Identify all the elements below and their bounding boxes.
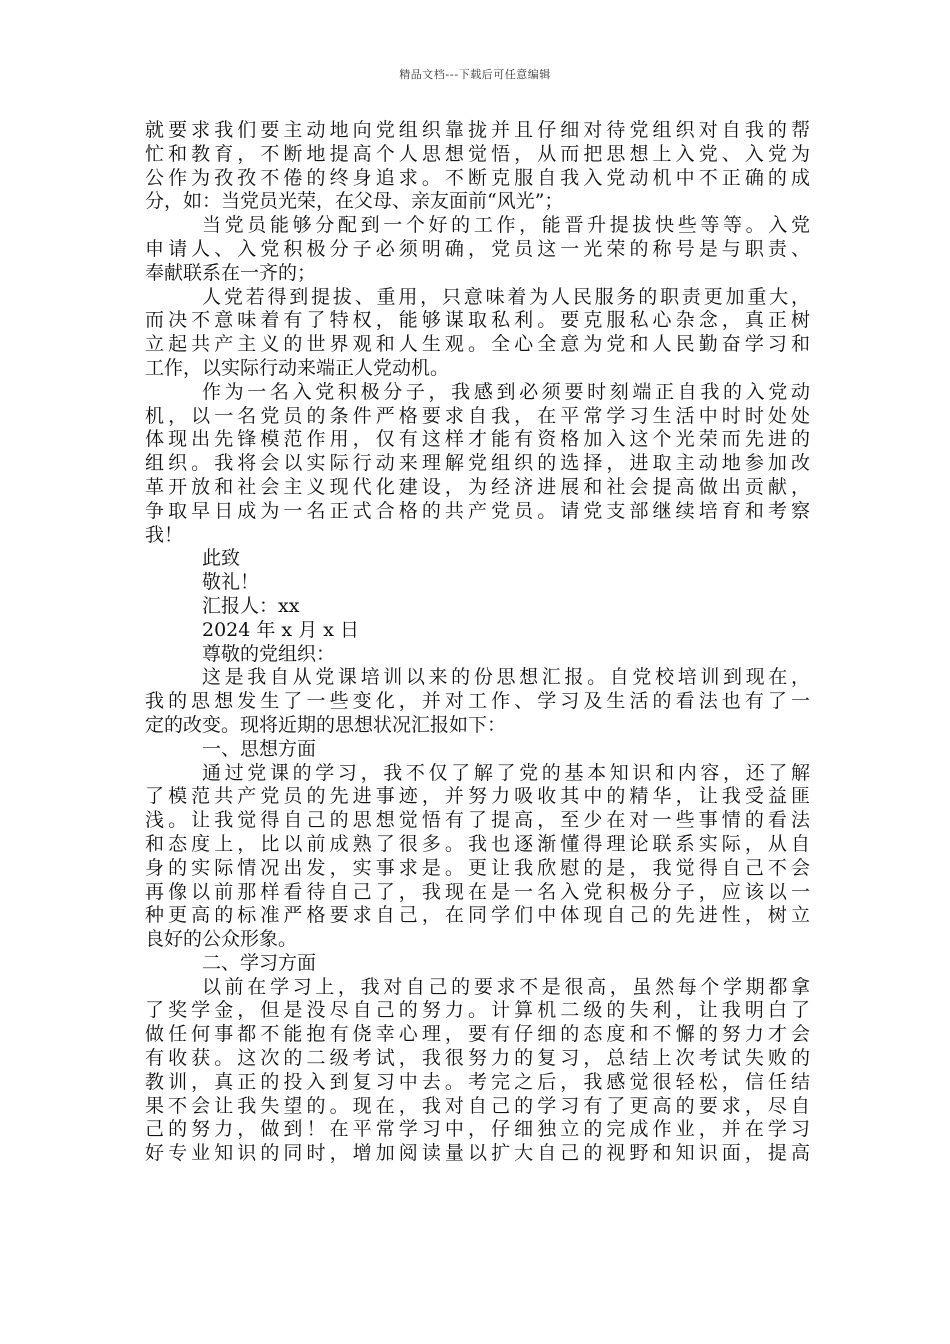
body-line: 工作，以实际行动来端正人党动机。 (145, 356, 450, 379)
closing-line: 此致 (202, 547, 241, 570)
body-line: 果不会让我失望的。现在，我对自己的学习有了更高的要求，尽自 (145, 1094, 810, 1117)
body-line: 好专业知识的同时，增加阅读量以扩大自己的视野和知识面，提高 (145, 1142, 810, 1165)
body-line: 忙和教育，不断地提高个人思想觉悟，从而把思想上入党、入党为 (145, 142, 810, 165)
body-line: 定的改变。现将近期的思想状况汇报如下： (145, 713, 507, 736)
body-line: 当党员能够分配到一个好的工作，能晋升提拔快些等等。入党 (202, 214, 810, 237)
body-line: 了奖学金，但是没尽自己的努力。计算机二级的失利，让我明白了 (145, 999, 810, 1022)
section-heading: 二、学习方面 (202, 951, 317, 974)
body-line: 革开放和社会主义现代化建设，为经济进展和社会提高做出贡献， (145, 475, 810, 498)
salutation-line: 尊敬的党组织： (202, 642, 336, 665)
body-line: 有收获。这次的二级考试，我很努力的复习，总结上次考试失败的 (145, 1047, 810, 1070)
body-line: 再像以前那样看待自己了，我现在是一名入党积极分子，应该以一 (145, 880, 810, 903)
body-line: 以前在学习上，我对自己的要求不是很高，虽然每个学期都拿 (202, 975, 810, 998)
section-heading: 一、思想方面 (202, 737, 317, 760)
body-line: 立起共产主义的世界观和人生观。全心全意为党和人民勤奋学习和 (145, 333, 810, 356)
body-line: 做任何事都不能抱有侥幸心理，要有仔细的态度和不懈的努力才会 (145, 1023, 810, 1046)
document-body (145, 119, 810, 1166)
body-line: 体现出先锋模范作用，仅有这样才能有资格加入这个光荣而先进的 (145, 428, 810, 451)
body-line: 作为一名入党积极分子，我感到必须要时刻端正自我的入党动 (202, 380, 810, 403)
body-line: 身的实际情况出发，实事求是。更让我欣慰的是，我觉得自己不会 (145, 856, 810, 879)
body-line: 申请人、入党积极分子必须明确，党员这一光荣的称号是与职责、 (145, 237, 810, 260)
page-header: 精品文档---下载后可任意编辑 (399, 68, 551, 81)
body-line: 就要求我们要主动地向党组织靠拢并且仔细对待党组织对自我的帮 (145, 119, 810, 141)
body-line: 奉献联系在一齐的； (145, 261, 317, 284)
body-line: 我！ (145, 523, 184, 546)
body-line: 而决不意味着有了特权，能够谋取私利。要克服私心杂念，真正树 (145, 309, 810, 332)
body-line: 这是我自从党课培训以来的份思想汇报。自党校培训到现在， (202, 666, 810, 689)
body-line: 通过党课的学习，我不仅了解了党的基本知识和内容，还了解 (202, 761, 810, 784)
body-line: 机，以一名党员的条件严格要求自我，在平常学习生活中时时处处 (145, 404, 810, 427)
body-line: 浅。让我觉得自己的思想觉悟有了提高，至少在对一些事情的看法 (145, 809, 810, 832)
body-line: 良好的公众形象。 (145, 928, 298, 951)
body-line: 人党若得到提拔、重用，只意味着为人民服务的职责更加重大， (202, 285, 810, 308)
body-line: 己的努力，做到！在平常学习中，仔细独立的完成作业，并在学习 (145, 1118, 810, 1141)
body-line: 教训，真正的投入到复习中去。考完之后，我感觉很轻松，信任结 (145, 1070, 810, 1093)
signature-line: 汇报人：xx (202, 594, 300, 617)
closing-line: 敬礼！ (202, 571, 260, 594)
body-line: 了模范共产党员的先进事迹，并努力吸收其中的精华，让我受益匪 (145, 785, 810, 808)
body-line: 公作为孜孜不倦的终身追求。不断克服自我入党动机中不正确的成 (145, 166, 810, 189)
body-line: 争取早日成为一名正式合格的共产党员。请党支部继续培育和考察 (145, 499, 810, 522)
body-line: 组织。我将会以实际行动来理解党组织的选择，进取主动地参加改 (145, 452, 810, 475)
body-line: 分，如：当党员光荣，在父母、亲友面前“风光”； (145, 190, 564, 213)
body-line: 我的思想发生了一些变化，并对工作、学习及生活的看法也有了一 (145, 690, 810, 713)
body-line: 种更高的标准严格要求自己，在同学们中体现自己的先进性，树立 (145, 904, 810, 927)
body-line: 和态度上，比以前成熟了很多。我也逐渐懂得理论联系实际，从自 (145, 832, 810, 855)
date-line: 2024 年 x 月 x 日 (202, 618, 359, 641)
